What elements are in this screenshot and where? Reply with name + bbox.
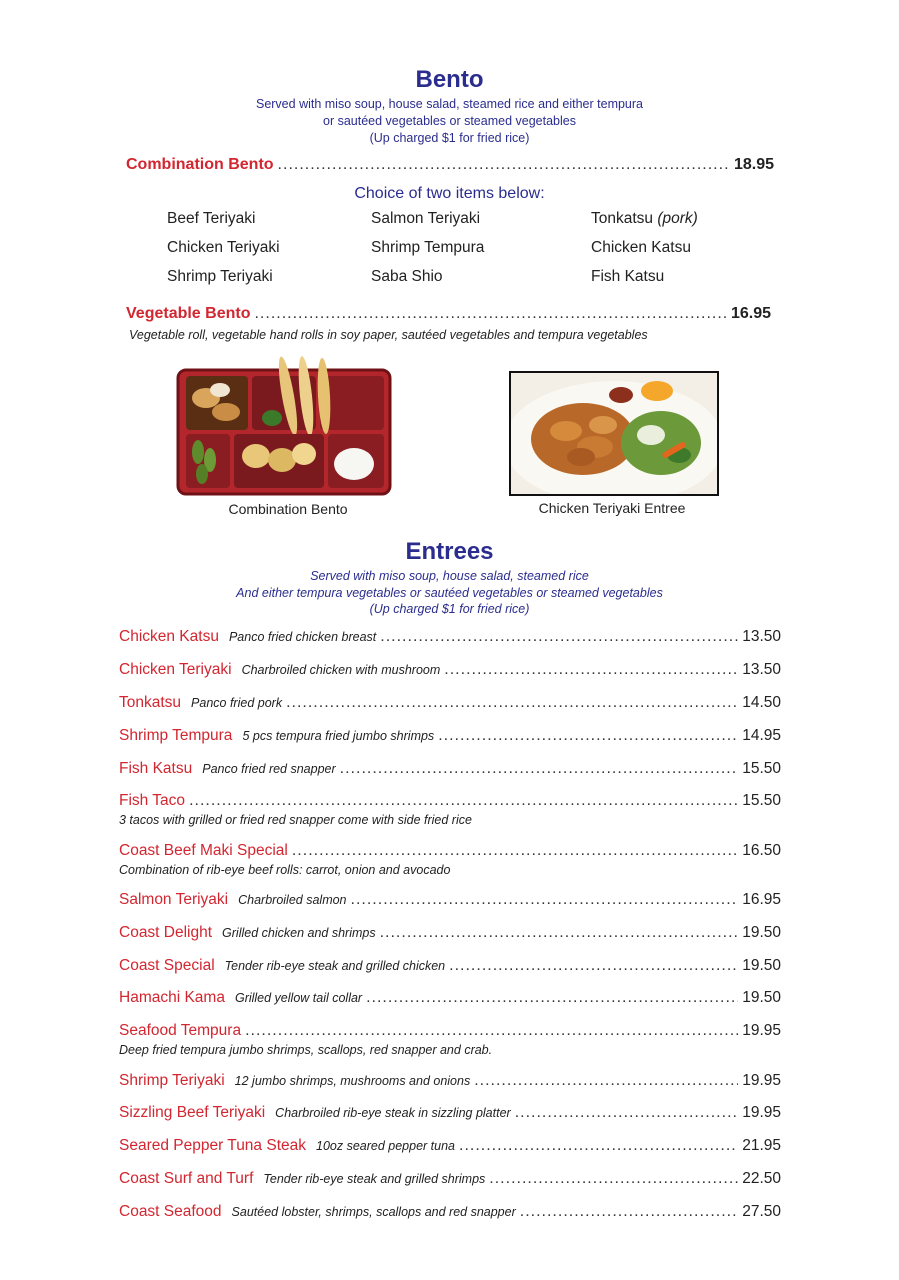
leader-dots [254, 305, 726, 323]
leader-dots [449, 957, 738, 975]
entree-price: 22.50 [742, 1170, 781, 1187]
leader-dots [245, 1022, 738, 1040]
entree-row [119, 1104, 781, 1122]
entree-row [119, 1137, 781, 1155]
choice-chicken-katsu: Chicken Katsu [591, 239, 691, 256]
entree-row [119, 727, 781, 745]
entree-description: Tender rib-eye steak and grilled shrimps [263, 1172, 486, 1186]
leader-dots [515, 1104, 739, 1122]
leader-dots [438, 727, 738, 745]
entrees-subtitle-line-1: Served with miso soup, house salad, steamed rice [310, 569, 589, 583]
entree-note: Deep fried tempura jumbo shrimps, scallops, red snapper and crab. [119, 1043, 493, 1057]
entree-price: 19.95 [742, 1072, 781, 1089]
combination-bento-name: Combination Bento [126, 156, 274, 173]
entree-price: 15.50 [742, 792, 781, 809]
entree-price: 15.50 [742, 760, 781, 777]
vegetable-bento-description: Vegetable roll, vegetable hand rolls in soy paper, sautéed vegetables and tempura vegetables [129, 328, 648, 342]
entree-name: Coast Beef Maki Special [119, 842, 288, 859]
entree-description: 10oz seared pepper tuna [316, 1139, 455, 1153]
entree-name: Tonkatsu [119, 694, 182, 711]
entree-price: 16.95 [742, 891, 781, 908]
entree-price: 14.95 [742, 727, 781, 744]
entree-price: 21.95 [742, 1137, 781, 1154]
leader-dots [340, 760, 739, 778]
entree-description: Charbroiled salmon [238, 893, 347, 907]
entree-description: Panco fried chicken breast [228, 630, 377, 644]
entree-description: Tender rib-eye steak and grilled chicken [224, 959, 446, 973]
choice-shrimp-tempura: Shrimp Tempura [371, 239, 485, 256]
bento-subtitle-line-1: Served with miso soup, house salad, steamed rice and either tempura [255, 97, 643, 111]
entree-price: 19.50 [742, 924, 781, 941]
leader-dots [489, 1170, 738, 1188]
combination-bento-row [126, 156, 774, 174]
vegetable-bento-price: 16.95 [730, 305, 771, 322]
entrees-title: Entrees [405, 538, 494, 565]
entree-price: 13.50 [742, 628, 781, 645]
bento-subtitle-line-3: (Up charged $1 for fried rice) [369, 131, 530, 145]
entree-description: Grilled yellow tail collar [234, 991, 363, 1005]
vegetable-bento-name: Vegetable Bento [126, 305, 251, 322]
entree-price: 19.50 [742, 957, 781, 974]
leader-dots [351, 891, 739, 909]
leader-dots [474, 1072, 738, 1090]
entree-description: Charbroiled chicken with mushroom [241, 663, 441, 677]
entree-price: 19.50 [742, 989, 781, 1006]
entree-row [119, 957, 781, 975]
leader-dots [459, 1137, 738, 1155]
entree-description: Sautéed lobster, shrimps, scallops and red snapper [231, 1205, 516, 1219]
entree-name: Coast Seafood [119, 1203, 222, 1220]
choice-heading: Choice of two items below: [354, 185, 545, 202]
entree-row [119, 792, 781, 810]
entree-description: Panco fried red snapper [202, 762, 336, 776]
entree-row [119, 1072, 781, 1090]
entree-name: Seafood Tempura [119, 1022, 242, 1039]
entree-description: Charbroiled rib-eye steak in sizzling platter [275, 1106, 511, 1120]
leader-dots [380, 628, 738, 646]
leader-dots [286, 694, 738, 712]
entree-price: 19.95 [742, 1022, 781, 1039]
choice-tonkatsu-label: Tonkatsu [591, 210, 654, 227]
entree-name: Shrimp Teriyaki [119, 1072, 225, 1089]
entree-name: Hamachi Kama [119, 989, 225, 1006]
entree-name: Salmon Teriyaki [119, 891, 229, 908]
entrees-subtitle-line-2: And either tempura vegetables or sautéed vegetables or steamed vegetables [236, 586, 663, 600]
combination-bento-caption: Combination Bento [228, 501, 348, 517]
choice-saba-shio: Saba Shio [371, 268, 443, 285]
choice-tonkatsu-note: (pork) [657, 210, 698, 227]
chicken-teriyaki-photo [509, 371, 719, 496]
entree-name: Fish Katsu [119, 760, 193, 777]
chicken-teriyaki-caption: Chicken Teriyaki Entree [538, 500, 686, 516]
choice-salmon-teriyaki: Salmon Teriyaki [371, 210, 481, 227]
combination-bento-photo [176, 356, 392, 498]
choice-chicken-teriyaki: Chicken Teriyaki [167, 239, 280, 256]
entree-price: 13.50 [742, 661, 781, 678]
entree-row [119, 694, 781, 712]
entree-row [119, 628, 781, 646]
entree-price: 14.50 [742, 694, 781, 711]
entree-name: Coast Surf and Turf [119, 1170, 254, 1187]
entree-description: 5 pcs tempura fried jumbo shrimps [242, 729, 435, 743]
entree-name: Chicken Katsu [119, 628, 219, 645]
leader-dots [380, 924, 739, 942]
entree-row [119, 842, 781, 860]
entree-price: 16.50 [742, 842, 781, 859]
entree-name: Coast Special [119, 957, 215, 974]
entree-row [119, 1022, 781, 1040]
entree-note: 3 tacos with grilled or fried red snapper come with side fried rice [119, 813, 472, 827]
leader-dots [292, 842, 738, 860]
entree-row [119, 891, 781, 909]
leader-dots [189, 792, 738, 810]
entree-description: 12 jumbo shrimps, mushrooms and onions [234, 1074, 471, 1088]
entree-price: 19.95 [742, 1104, 781, 1121]
entree-row [119, 760, 781, 778]
entree-name: Shrimp Tempura [119, 727, 233, 744]
entree-name: Chicken Teriyaki [119, 661, 232, 678]
entree-name: Fish Taco [119, 792, 186, 809]
entrees-subtitle-line-3: (Up charged $1 for fried rice) [369, 602, 530, 616]
entree-row [119, 1170, 781, 1188]
entree-description: Grilled chicken and shrimps [222, 926, 376, 940]
bento-subtitle-line-2: or sautéed vegetables or steamed vegetables [323, 114, 576, 128]
entree-description: Panco fried pork [191, 696, 283, 710]
entree-price: 27.50 [742, 1203, 781, 1220]
choice-beef-teriyaki: Beef Teriyaki [167, 210, 256, 227]
leader-dots [444, 661, 738, 679]
combination-bento-price: 18.95 [733, 156, 774, 173]
entree-row [119, 661, 781, 679]
leader-dots [520, 1203, 738, 1221]
bento-title: Bento [415, 66, 484, 93]
entree-row [119, 989, 781, 1007]
entree-row [119, 924, 781, 942]
vegetable-bento-row [126, 305, 771, 323]
choice-shrimp-teriyaki: Shrimp Teriyaki [167, 268, 273, 285]
entree-row [119, 1203, 781, 1221]
entree-name: Seared Pepper Tuna Steak [119, 1137, 306, 1154]
entree-note: Combination of rib-eye beef rolls: carrot, onion and avocado [119, 863, 451, 877]
leader-dots [366, 989, 738, 1007]
entree-name: Sizzling Beef Teriyaki [119, 1104, 266, 1121]
choice-fish-katsu: Fish Katsu [591, 268, 665, 285]
entree-name: Coast Delight [119, 924, 213, 941]
choice-tonkatsu [591, 210, 698, 228]
leader-dots [278, 156, 730, 174]
